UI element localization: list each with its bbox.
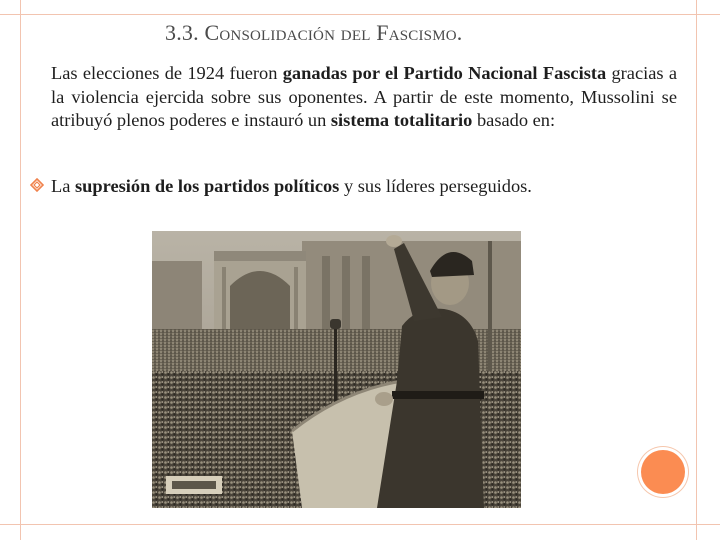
frame-line-top	[0, 14, 720, 15]
intro-text-2: gracias a la violencia ejercida sobre sus oponentes. A partir de este momento, Mussolini se atribuyó plenos poderes e instauró un	[51, 63, 678, 131]
historical-photo	[152, 231, 521, 508]
frame-line-bottom	[0, 524, 720, 525]
bullet-text-2: y sus líderes perseguidos.	[339, 176, 532, 196]
bullet-text	[51, 175, 532, 199]
intro-paragraph	[51, 62, 677, 133]
diamond-outline-icon	[30, 178, 44, 192]
frame-line-right	[696, 0, 697, 540]
intro-bold-2: sistema totalitario	[330, 110, 473, 131]
intro-text-1: Las elecciones de 1924 fueron	[51, 63, 283, 83]
bullet-text-1: La	[51, 176, 75, 196]
intro-text-3: basado en:	[472, 110, 556, 131]
intro-bold-1: ganadas por el Partido Nacional Fascista	[282, 63, 607, 83]
bullet-bold-1: supresión de los partidos políticos	[75, 176, 340, 196]
slide-title: 3.3. Consolidación del Fascismo.	[165, 20, 463, 45]
orange-circle-decoration	[641, 450, 685, 494]
photo-illustration	[152, 231, 521, 508]
frame-line-left	[20, 0, 21, 540]
